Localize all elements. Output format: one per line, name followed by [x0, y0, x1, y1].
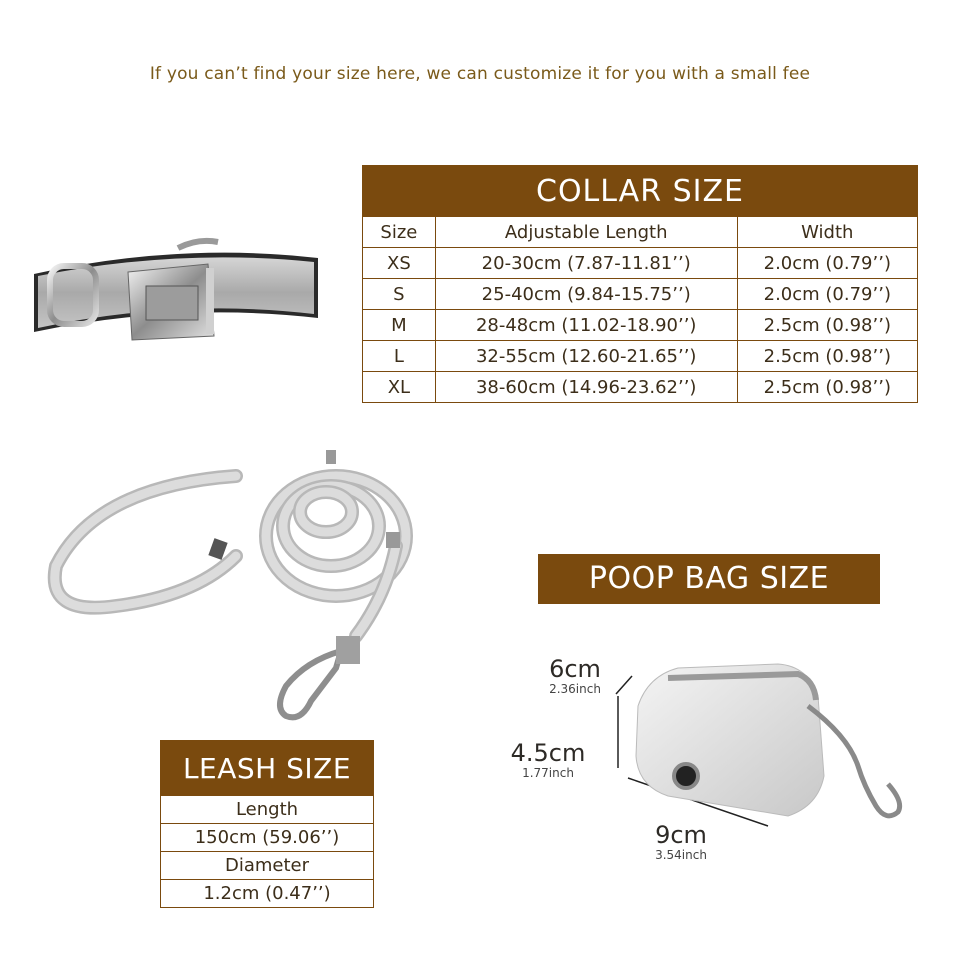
table-row	[363, 372, 918, 403]
cell-size: S	[363, 279, 436, 310]
table-row	[363, 248, 918, 279]
cell-length: 32-55cm (12.60-21.65’’)	[435, 341, 737, 372]
width-inch: 3.54inch	[655, 848, 707, 862]
table-row	[363, 279, 918, 310]
cell-size: XS	[363, 248, 436, 279]
collar-size-title: COLLAR SIZE	[363, 166, 918, 217]
collar-size-table	[362, 165, 918, 403]
header-width: Width	[737, 217, 917, 248]
cell-size: XL	[363, 372, 436, 403]
poop-bag-size-title: POOP BAG SIZE	[538, 554, 880, 604]
poop-bag-height	[530, 656, 620, 696]
leash-photo	[36, 446, 446, 726]
cell-width: 2.5cm (0.98’’)	[737, 341, 917, 372]
cell-length: 38-60cm (14.96-23.62’’)	[435, 372, 737, 403]
leash-size-table	[160, 740, 374, 908]
header-length: Adjustable Length	[435, 217, 737, 248]
leash-diameter-value: 1.2cm (0.47’’)	[161, 880, 374, 908]
table-row	[363, 310, 918, 341]
cell-length: 20-30cm (7.87-11.81’’)	[435, 248, 737, 279]
leash-diameter-label: Diameter	[161, 852, 374, 880]
leash-length-value: 150cm (59.06’’)	[161, 824, 374, 852]
cell-width: 2.5cm (0.98’’)	[737, 372, 917, 403]
cell-size: M	[363, 310, 436, 341]
cell-width: 2.0cm (0.79’’)	[737, 279, 917, 310]
cell-size: L	[363, 341, 436, 372]
header-size: Size	[363, 217, 436, 248]
collar-photo	[28, 232, 330, 344]
depth-cm: 4.5cm	[510, 739, 586, 767]
cell-length: 28-48cm (11.02-18.90’’)	[435, 310, 737, 341]
poop-bag-depth	[500, 740, 596, 780]
cell-length: 25-40cm (9.84-15.75’’)	[435, 279, 737, 310]
width-cm: 9cm	[655, 821, 707, 849]
cell-width: 2.0cm (0.79’’)	[737, 248, 917, 279]
table-header-row	[363, 217, 918, 248]
height-inch: 2.36inch	[549, 682, 601, 696]
poop-bag-width	[636, 822, 726, 862]
depth-inch: 1.77inch	[522, 766, 574, 780]
height-cm: 6cm	[549, 655, 601, 683]
leash-size-title: LEASH SIZE	[161, 741, 374, 796]
cell-width: 2.5cm (0.98’’)	[737, 310, 917, 341]
customize-notice: If you can’t find your size here, we can customize it for you with a small fee	[149, 64, 811, 84]
leash-length-label: Length	[161, 796, 374, 824]
poop-bag-photo	[608, 656, 908, 836]
table-row	[363, 341, 918, 372]
